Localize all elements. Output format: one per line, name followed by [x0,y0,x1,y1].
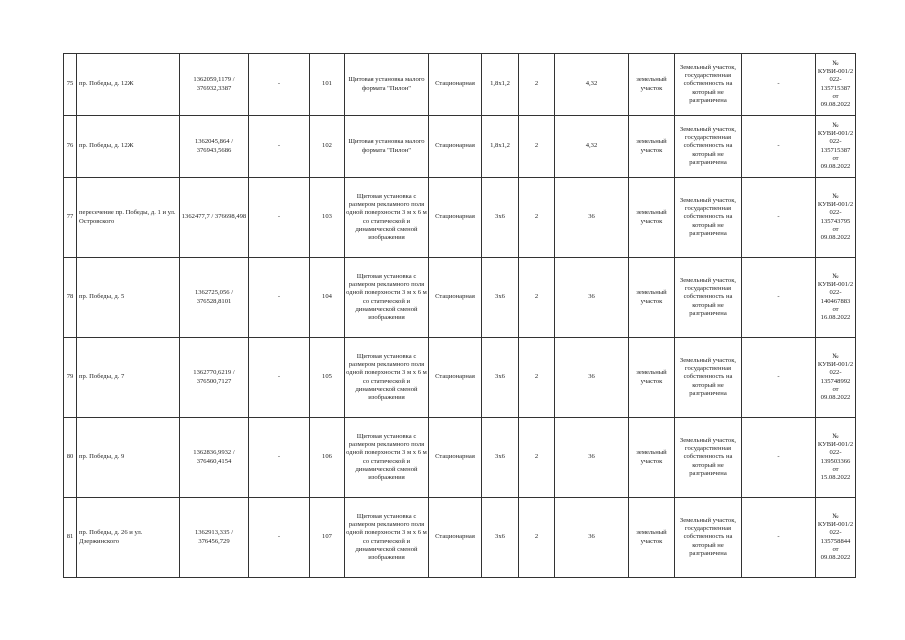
land-type-cell: земельный участок [629,338,675,418]
placement-cell: Стационарная [429,258,482,338]
area-cell: 36 [555,418,629,498]
decision-cell: № КУВИ-001/2022-139503366 от 15.08.2022 [816,418,856,498]
ownership-cell: Земельный участок, государственная собственность на который не разграничена [675,338,742,418]
structure-number-cell: 105 [310,338,345,418]
sides-cell: 2 [519,54,555,116]
ownership-cell: Земельный участок, государственная собственность на который не разграничена [675,178,742,258]
structure-number-cell: 107 [310,498,345,578]
area-cell: 36 [555,258,629,338]
row-number: 79 [64,338,77,418]
table-body [64,54,856,578]
address-cell: пр. Победы, д. 12Ж [77,116,180,178]
land-type-cell: земельный участок [629,498,675,578]
decision-cell: № КУВИ-001/2022-135748992 от 09.08.2022 [816,338,856,418]
structure-type-cell: Щитовая установка малого формата "Пилон" [345,54,429,116]
empty-dash-cell: - [249,178,310,258]
ad-structures-table [63,53,856,578]
address-cell: пересечение пр. Победы, д. 1 и ул. Островского [77,178,180,258]
placement-cell: Стационарная [429,54,482,116]
ownership-cell: Земельный участок, государственная собственность на который не разграничена [675,116,742,178]
placement-cell: Стационарная [429,116,482,178]
row-number: 78 [64,258,77,338]
area-cell: 36 [555,178,629,258]
structure-number-cell: 106 [310,418,345,498]
empty-dash-cell: - [742,54,816,116]
coordinates-cell: 1362770,6219 / 376500,7127 [180,338,249,418]
sides-cell: 2 [519,178,555,258]
ownership-cell: Земельный участок, государственная собственность на который не разграничена [675,498,742,578]
row-number: 80 [64,418,77,498]
decision-cell: № КУВИ-001/2022-135758844 от 09.08.2022 [816,498,856,578]
coordinates-cell: 1362059,1179 / 376932,3387 [180,54,249,116]
table-row [64,178,856,258]
empty-dash-cell: - [249,116,310,178]
area-cell: 4,32 [555,54,629,116]
structure-number-cell: 104 [310,258,345,338]
decision-cell: № КУВИ-001/2022-135715387 от 09.08.2022 [816,116,856,178]
table-row [64,54,856,116]
empty-dash-cell: - [249,54,310,116]
address-cell: пр. Победы, д. 9 [77,418,180,498]
empty-dash-cell: - [249,418,310,498]
empty-dash-cell: - [249,498,310,578]
structure-type-cell: Щитовая установка с размером рекламного поля одной поверхности 3 м х 6 м со статической и динамической сменой изображения [345,338,429,418]
area-cell: 36 [555,338,629,418]
structure-number-cell: 103 [310,178,345,258]
structure-type-cell: Щитовая установка с размером рекламного поля одной поверхности 3 м х 6 м со статической и динамической сменой изображения [345,178,429,258]
row-number: 81 [64,498,77,578]
sides-cell: 2 [519,498,555,578]
ownership-cell: Земельный участок, государственная собственность на который не разграничена [675,54,742,116]
size-cell: 1,8x1,2 [482,54,519,116]
sides-cell: 2 [519,258,555,338]
empty-dash-cell: - [742,418,816,498]
placement-cell: Стационарная [429,338,482,418]
coordinates-cell: 1362045,864 / 376943,5686 [180,116,249,178]
empty-dash-cell: - [742,338,816,418]
land-type-cell: земельный участок [629,258,675,338]
size-cell: 3x6 [482,338,519,418]
coordinates-cell: 1362477,7 / 376698,498 [180,178,249,258]
sides-cell: 2 [519,338,555,418]
table-row [64,418,856,498]
row-number: 75 [64,54,77,116]
empty-dash-cell: - [742,498,816,578]
structure-number-cell: 101 [310,54,345,116]
row-number: 77 [64,178,77,258]
empty-dash-cell: - [249,338,310,418]
address-cell: пр. Победы, д. 7 [77,338,180,418]
empty-dash-cell: - [742,116,816,178]
ownership-cell: Земельный участок, государственная собственность на который не разграничена [675,258,742,338]
land-type-cell: земельный участок [629,178,675,258]
empty-dash-cell: - [742,178,816,258]
empty-dash-cell: - [249,258,310,338]
size-cell: 3x6 [482,498,519,578]
structure-type-cell: Щитовая установка с размером рекламного поля одной поверхности 3 м х 6 м со статической и динамической сменой изображения [345,258,429,338]
decision-cell: № КУВИ-001/2022-135743795 от 09.08.2022 [816,178,856,258]
address-cell: пр. Победы, д. 12Ж [77,54,180,116]
size-cell: 3x6 [482,418,519,498]
area-cell: 36 [555,498,629,578]
coordinates-cell: 1362913,335 / 376456,729 [180,498,249,578]
land-type-cell: земельный участок [629,54,675,116]
sides-cell: 2 [519,116,555,178]
ownership-cell: Земельный участок, государственная собственность на который не разграничена [675,418,742,498]
empty-dash-cell: - [742,258,816,338]
size-cell: 1,8x1,2 [482,116,519,178]
placement-cell: Стационарная [429,498,482,578]
placement-cell: Стационарная [429,178,482,258]
table-row [64,258,856,338]
address-cell: пр. Победы, д. 5 [77,258,180,338]
land-type-cell: земельный участок [629,418,675,498]
area-cell: 4,32 [555,116,629,178]
sides-cell: 2 [519,418,555,498]
table-row [64,116,856,178]
decision-cell: № КУВИ-001/2022-140467883 от 16.08.2022 [816,258,856,338]
land-type-cell: земельный участок [629,116,675,178]
table-row [64,338,856,418]
coordinates-cell: 1362836,9932 / 376460,4154 [180,418,249,498]
decision-cell: № КУВИ-001/2022-135715387 от 09.08.2022 [816,54,856,116]
structure-type-cell: Щитовая установка с размером рекламного поля одной поверхности 3 м х 6 м со статической и динамической сменой изображения [345,418,429,498]
address-cell: пр. Победы, д. 26 и ул. Дзержинского [77,498,180,578]
structure-number-cell: 102 [310,116,345,178]
size-cell: 3x6 [482,178,519,258]
placement-cell: Стационарная [429,418,482,498]
row-number: 76 [64,116,77,178]
structure-type-cell: Щитовая установка малого формата "Пилон" [345,116,429,178]
table-row [64,498,856,578]
size-cell: 3x6 [482,258,519,338]
coordinates-cell: 1362725,056 / 376528,8101 [180,258,249,338]
structure-type-cell: Щитовая установка с размером рекламного поля одной поверхности 3 м х 6 м со статической и динамической сменой изображения [345,498,429,578]
